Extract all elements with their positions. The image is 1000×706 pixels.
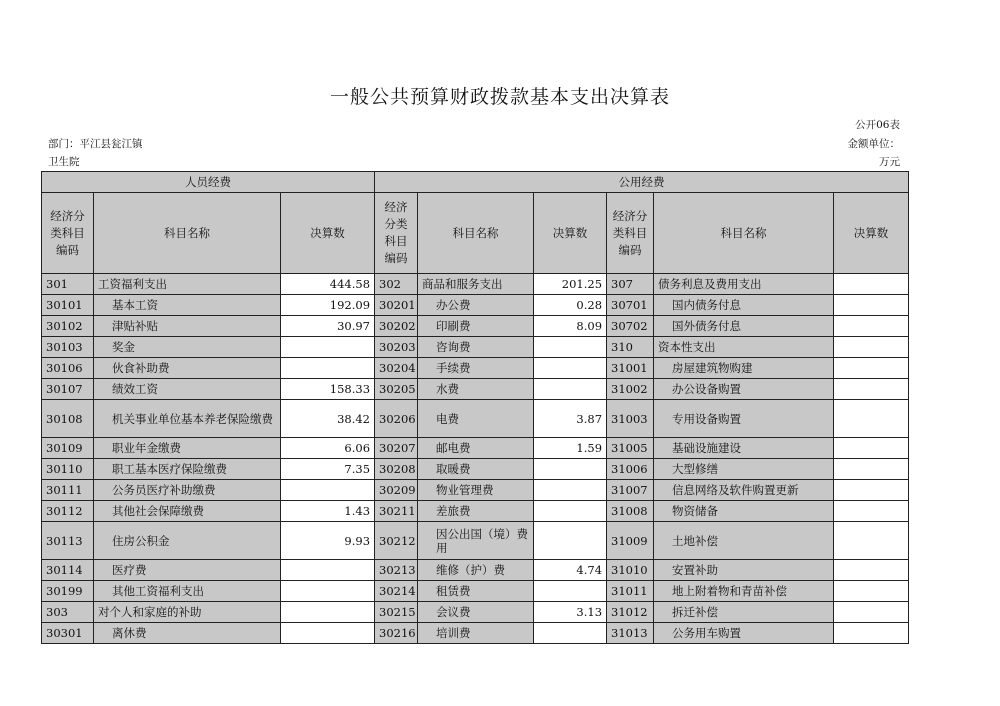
cell-code: 30109 bbox=[42, 438, 94, 459]
cell-code: 30213 bbox=[375, 560, 418, 581]
cell-amount: 3.13 bbox=[534, 602, 607, 623]
cell-name: 其他工资福利支出 bbox=[94, 581, 281, 602]
cell-amount bbox=[534, 501, 607, 522]
budget-table bbox=[41, 171, 909, 644]
cell-name: 公务用车购置 bbox=[654, 623, 834, 644]
cell-name: 其他社会保障缴费 bbox=[94, 501, 281, 522]
cell-code: 30301 bbox=[42, 623, 94, 644]
cell-name: 手续费 bbox=[418, 358, 534, 379]
cell-name: 电费 bbox=[418, 400, 534, 438]
group-header-row bbox=[42, 172, 909, 193]
table-row bbox=[42, 337, 909, 358]
cell-amount bbox=[281, 337, 375, 358]
cell-code: 302 bbox=[375, 274, 418, 295]
cell-code: 31005 bbox=[607, 438, 654, 459]
cell-name: 咨询费 bbox=[418, 337, 534, 358]
table-row bbox=[42, 602, 909, 623]
cell-code: 31002 bbox=[607, 379, 654, 400]
cell-amount bbox=[834, 480, 909, 501]
cell-name: 办公设备购置 bbox=[654, 379, 834, 400]
table-row bbox=[42, 295, 909, 316]
cell-amount: 1.43 bbox=[281, 501, 375, 522]
header-name: 科目名称 bbox=[94, 193, 281, 274]
cell-code: 30108 bbox=[42, 400, 94, 438]
cell-amount: 30.97 bbox=[281, 316, 375, 337]
cell-code: 30111 bbox=[42, 480, 94, 501]
cell-amount bbox=[281, 560, 375, 581]
cell-amount: 444.58 bbox=[281, 274, 375, 295]
cell-amount: 8.09 bbox=[534, 316, 607, 337]
cell-code: 31006 bbox=[607, 459, 654, 480]
table-row bbox=[42, 480, 909, 501]
cell-amount: 201.25 bbox=[534, 274, 607, 295]
cell-amount: 192.09 bbox=[281, 295, 375, 316]
cell-amount bbox=[834, 602, 909, 623]
cell-amount bbox=[834, 623, 909, 644]
cell-code: 30204 bbox=[375, 358, 418, 379]
cell-name: 基本工资 bbox=[94, 295, 281, 316]
cell-name: 印刷费 bbox=[418, 316, 534, 337]
cell-code: 303 bbox=[42, 602, 94, 623]
cell-code: 30214 bbox=[375, 581, 418, 602]
table-row bbox=[42, 379, 909, 400]
cell-code: 30702 bbox=[607, 316, 654, 337]
cell-code: 31010 bbox=[607, 560, 654, 581]
cell-name: 邮电费 bbox=[418, 438, 534, 459]
cell-name: 办公费 bbox=[418, 295, 534, 316]
cell-name: 专用设备购置 bbox=[654, 400, 834, 438]
cell-amount bbox=[534, 480, 607, 501]
header-code: 经济分类科目编码 bbox=[42, 193, 94, 274]
cell-code: 30102 bbox=[42, 316, 94, 337]
cell-name: 国外债务付息 bbox=[654, 316, 834, 337]
cell-code: 30209 bbox=[375, 480, 418, 501]
group-personnel: 人员经费 bbox=[42, 172, 375, 193]
page-title: 一般公共预算财政拨款基本支出决算表 bbox=[329, 86, 670, 108]
cell-name: 物资储备 bbox=[654, 501, 834, 522]
cell-amount bbox=[834, 400, 909, 438]
cell-code: 31008 bbox=[607, 501, 654, 522]
cell-amount bbox=[534, 379, 607, 400]
cell-name: 因公出国（境）费用 bbox=[418, 522, 534, 560]
cell-amount bbox=[834, 459, 909, 480]
cell-name: 绩效工资 bbox=[94, 379, 281, 400]
table-row bbox=[42, 560, 909, 581]
cell-code: 307 bbox=[607, 274, 654, 295]
cell-name: 租赁费 bbox=[418, 581, 534, 602]
cell-amount: 0.28 bbox=[534, 295, 607, 316]
cell-amount bbox=[534, 337, 607, 358]
cell-code: 30202 bbox=[375, 316, 418, 337]
table-row bbox=[42, 581, 909, 602]
cell-code: 31009 bbox=[607, 522, 654, 560]
cell-code: 30215 bbox=[375, 602, 418, 623]
cell-amount bbox=[834, 337, 909, 358]
table-row bbox=[42, 522, 909, 560]
cell-name: 职业年金缴费 bbox=[94, 438, 281, 459]
cell-amount: 9.93 bbox=[281, 522, 375, 560]
cell-name: 债务利息及费用支出 bbox=[654, 274, 834, 295]
cell-name: 水费 bbox=[418, 379, 534, 400]
cell-code: 31003 bbox=[607, 400, 654, 438]
cell-code: 310 bbox=[607, 337, 654, 358]
cell-code: 30201 bbox=[375, 295, 418, 316]
cell-amount: 3.87 bbox=[534, 400, 607, 438]
cell-amount bbox=[281, 602, 375, 623]
cell-name: 会议费 bbox=[418, 602, 534, 623]
cell-code: 30216 bbox=[375, 623, 418, 644]
cell-amount bbox=[534, 522, 607, 560]
cell-name: 国内债务付息 bbox=[654, 295, 834, 316]
cell-name: 医疗费 bbox=[94, 560, 281, 581]
cell-code: 30212 bbox=[375, 522, 418, 560]
cell-name: 差旅费 bbox=[418, 501, 534, 522]
header-amount: 决算数 bbox=[834, 193, 909, 274]
header-code: 经济分类科目编码 bbox=[375, 193, 418, 274]
table-row bbox=[42, 358, 909, 379]
cell-code: 30114 bbox=[42, 560, 94, 581]
cell-name: 房屋建筑物购建 bbox=[654, 358, 834, 379]
cell-amount: 1.59 bbox=[534, 438, 607, 459]
header-name: 科目名称 bbox=[654, 193, 834, 274]
cell-code: 31007 bbox=[607, 480, 654, 501]
header-name: 科目名称 bbox=[418, 193, 534, 274]
cell-name: 伙食补助费 bbox=[94, 358, 281, 379]
cell-amount: 7.35 bbox=[281, 459, 375, 480]
cell-amount bbox=[281, 358, 375, 379]
cell-code: 30206 bbox=[375, 400, 418, 438]
table-row bbox=[42, 438, 909, 459]
table-row bbox=[42, 501, 909, 522]
table-number: 公开06表 bbox=[855, 119, 900, 131]
cell-name: 地上附着物和青苗补偿 bbox=[654, 581, 834, 602]
column-header-row bbox=[42, 193, 909, 274]
table-row bbox=[42, 316, 909, 337]
cell-name: 安置补助 bbox=[654, 560, 834, 581]
cell-name: 物业管理费 bbox=[418, 480, 534, 501]
cell-amount bbox=[534, 459, 607, 480]
cell-code: 31011 bbox=[607, 581, 654, 602]
cell-name: 商品和服务支出 bbox=[418, 274, 534, 295]
cell-name: 大型修缮 bbox=[654, 459, 834, 480]
cell-name: 维修（护）费 bbox=[418, 560, 534, 581]
cell-amount bbox=[281, 480, 375, 501]
unit-label: 金额单位： bbox=[847, 138, 900, 150]
cell-amount bbox=[834, 522, 909, 560]
cell-code: 30101 bbox=[42, 295, 94, 316]
cell-amount bbox=[834, 379, 909, 400]
cell-amount bbox=[834, 581, 909, 602]
cell-name: 奖金 bbox=[94, 337, 281, 358]
cell-amount bbox=[834, 358, 909, 379]
cell-amount bbox=[834, 438, 909, 459]
cell-amount bbox=[534, 623, 607, 644]
cell-code: 30199 bbox=[42, 581, 94, 602]
cell-name: 土地补偿 bbox=[654, 522, 834, 560]
cell-name: 机关事业单位基本养老保险缴费 bbox=[94, 400, 281, 438]
cell-code: 31001 bbox=[607, 358, 654, 379]
cell-code: 30208 bbox=[375, 459, 418, 480]
cell-code: 30110 bbox=[42, 459, 94, 480]
cell-amount bbox=[834, 316, 909, 337]
cell-code: 30203 bbox=[375, 337, 418, 358]
table-row bbox=[42, 459, 909, 480]
cell-amount: 6.06 bbox=[281, 438, 375, 459]
header-code: 经济分类科目编码 bbox=[607, 193, 654, 274]
cell-code: 30103 bbox=[42, 337, 94, 358]
group-public: 公用经费 bbox=[375, 172, 909, 193]
cell-name: 信息网络及软件购置更新 bbox=[654, 480, 834, 501]
cell-amount bbox=[834, 501, 909, 522]
table-row bbox=[42, 623, 909, 644]
cell-name: 离休费 bbox=[94, 623, 281, 644]
unit-value: 万元 bbox=[879, 156, 900, 168]
cell-name: 取暖费 bbox=[418, 459, 534, 480]
cell-code: 30112 bbox=[42, 501, 94, 522]
table-row bbox=[42, 274, 909, 295]
cell-code: 30107 bbox=[42, 379, 94, 400]
cell-amount bbox=[834, 274, 909, 295]
header-amount: 决算数 bbox=[281, 193, 375, 274]
department-label: 部门：平江县瓮江镇 bbox=[48, 138, 143, 150]
cell-name: 津贴补贴 bbox=[94, 316, 281, 337]
cell-name: 拆迁补偿 bbox=[654, 602, 834, 623]
cell-name: 培训费 bbox=[418, 623, 534, 644]
cell-code: 301 bbox=[42, 274, 94, 295]
cell-code: 30211 bbox=[375, 501, 418, 522]
cell-name: 公务员医疗补助缴费 bbox=[94, 480, 281, 501]
cell-amount bbox=[534, 358, 607, 379]
cell-code: 30106 bbox=[42, 358, 94, 379]
cell-code: 30701 bbox=[607, 295, 654, 316]
cell-amount bbox=[281, 623, 375, 644]
cell-name: 资本性支出 bbox=[654, 337, 834, 358]
cell-code: 30207 bbox=[375, 438, 418, 459]
cell-name: 工资福利支出 bbox=[94, 274, 281, 295]
table-body bbox=[42, 274, 909, 644]
cell-code: 31013 bbox=[607, 623, 654, 644]
cell-code: 30113 bbox=[42, 522, 94, 560]
cell-amount bbox=[281, 581, 375, 602]
cell-name: 住房公积金 bbox=[94, 522, 281, 560]
cell-name: 职工基本医疗保险缴费 bbox=[94, 459, 281, 480]
cell-amount: 158.33 bbox=[281, 379, 375, 400]
cell-name: 对个人和家庭的补助 bbox=[94, 602, 281, 623]
cell-amount: 4.74 bbox=[534, 560, 607, 581]
cell-amount bbox=[834, 560, 909, 581]
cell-amount: 38.42 bbox=[281, 400, 375, 438]
cell-code: 30205 bbox=[375, 379, 418, 400]
table-row bbox=[42, 400, 909, 438]
cell-name: 基础设施建设 bbox=[654, 438, 834, 459]
cell-amount bbox=[534, 581, 607, 602]
header-amount: 决算数 bbox=[534, 193, 607, 274]
cell-code: 31012 bbox=[607, 602, 654, 623]
department-label-line2: 卫生院 bbox=[48, 156, 80, 168]
cell-amount bbox=[834, 295, 909, 316]
